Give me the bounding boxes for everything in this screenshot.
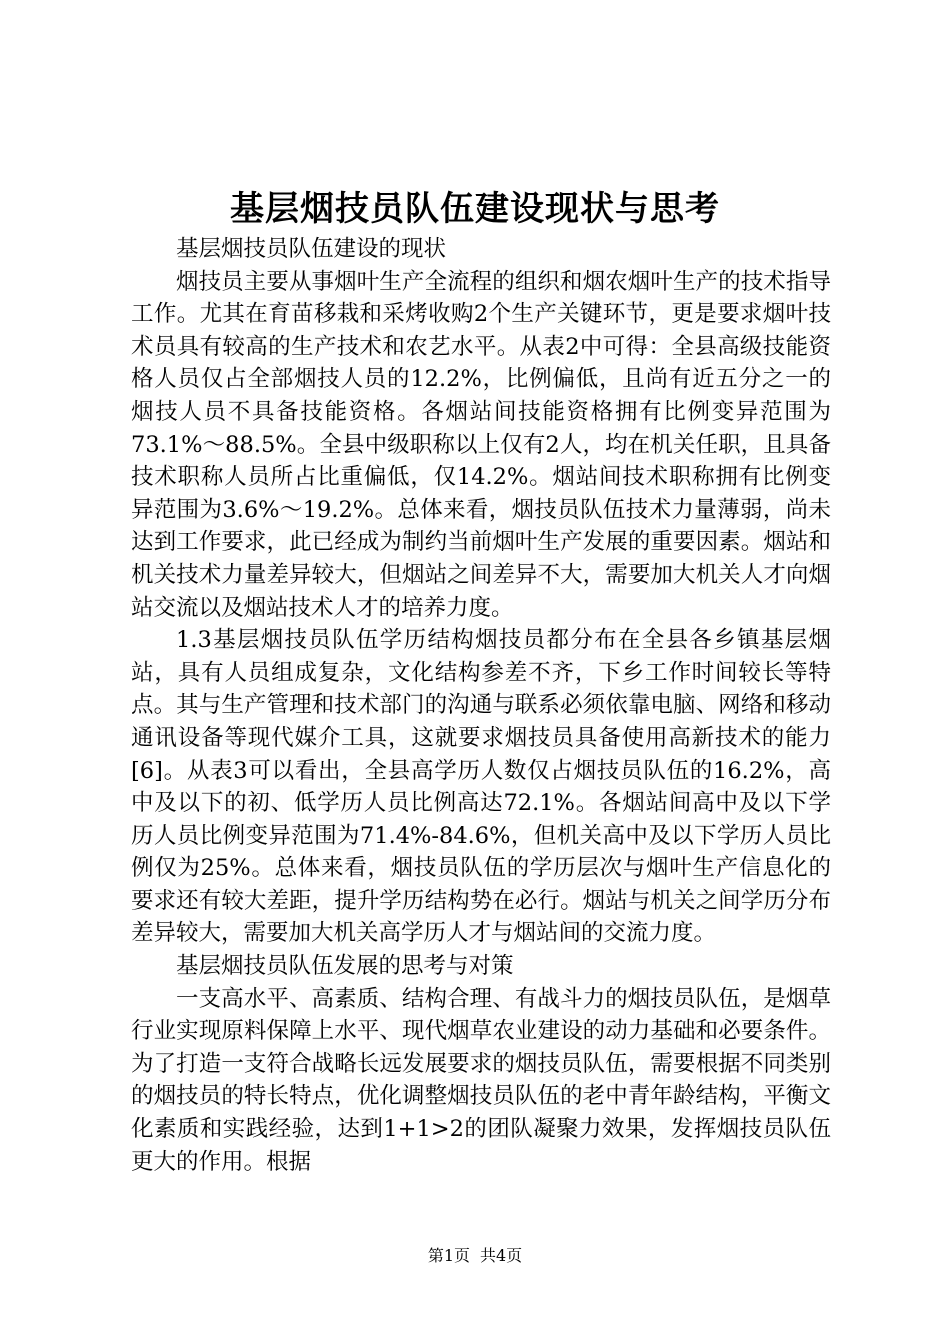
paragraph-education: 1.3基层烟技员队伍学历结构烟技员都分布在全县各乡镇基层烟站，具有人员组成复杂，文化结构参差不齐，下乡工作时间较长等特点。其与生产管理和技术部门的沟通与联系必须依靠电脑、网络和移动通讯设备等现代媒介工具，这就要求烟技员具备使用高新技术的能力[6]。从表3可以看出，全县高学历人数仅占烟技员队伍的16.2%，高中及以下的初、低学历人员比例高达72.1%。各烟站间高中及以下学历人员比例变异范围为71.4%-84.6%，但机关高中及以下学历人员比例仅为25%。总体来看，烟技员队伍的学历层次与烟叶生产信息化的要求还有较大差距，提升学历结构势在必行。烟站与机关之间学历分布差异较大，需要加大机关高学历人才与烟站间的交流力度。	[131, 627, 831, 947]
page-footer	[0, 1244, 950, 1268]
document-body	[131, 233, 831, 1178]
page-number: 第1页	[427, 1246, 470, 1265]
section-heading-status: 基层烟技员队伍建设的现状	[176, 236, 447, 262]
paragraph-team-building: 一支高水平、高素质、结构合理、有战斗力的烟技员队伍，是烟草行业实现原料保障上水平、现代烟草农业建设的动力基础和必要条件。为了打造一支符合战略长远发展要求的烟技员队伍，需要根据不同类别的烟技员的特长特点，优化调整烟技员队伍的老中青年龄结构，平衡文化素质和实践经验，达到1+1>2的团队凝聚力效果，发挥烟技员队伍更大的作用。根据	[131, 985, 831, 1175]
document-title: 基层烟技员队伍建设现状与思考	[230, 189, 720, 229]
section-heading-countermeasures: 基层烟技员队伍发展的思考与对策	[176, 953, 514, 980]
page-total: 共4页	[480, 1246, 523, 1265]
paragraph-skills: 烟技员主要从事烟叶生产全流程的组织和烟农烟叶生产的技术指导工作。尤其在育苗移栽和采烤收购2个生产关键环节，更是要求烟叶技术员具有较高的生产技术和农艺水平。从表2中可得：全县高级技能资格人员仅占全部烟技人员的12.2%，比例偏低，且尚有近五分之一的烟技人员不具备技能资格。各烟站间技能资格拥有比例变异范围为73.1%～88.5%。全县中级职称以上仅有2人，均在机关任职，且具备技术职称人员所占比重偏低，仅14.2%。烟站间技术职称拥有比例变异范围为3.6%～19.2%。总体来看，烟技员队伍技术力量薄弱，尚未达到工作要求，此已经成为制约当前烟叶生产发展的重要因素。烟站和机关技术力量差异较大，但烟站之间差异不大，需要加大机关人才向烟站交流以及烟站技术人才的培养力度。	[131, 268, 831, 621]
